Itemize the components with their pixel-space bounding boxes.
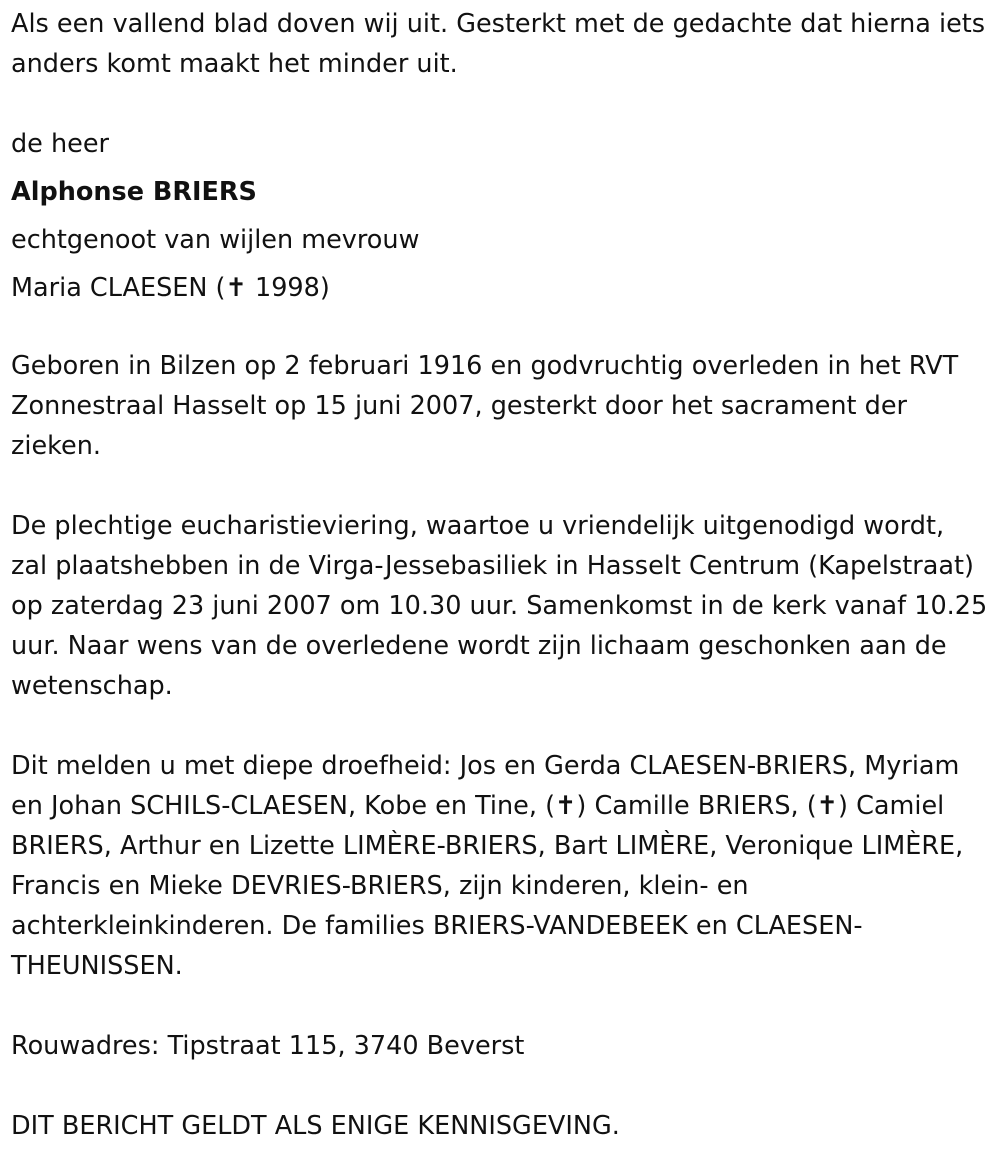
intro-text: Als een vallend blad doven wij uit. Gesterkt met de gedachte dat hierna iets anders komt maakt het minder uit. bbox=[11, 9, 986, 79]
ceremony-text: De plechtige eucharistieviering, waartoe u vriendelijk uitgenodigd wordt, zal plaatshebben in de Virga-Jessebasiliek in Hasselt Centrum (Kapelstraat) op zaterdag 23 juni 2007 om 10.30 uur. Samenkomst in de kerk vanaf 10.25 uur. Naar wens van de overledene wordt zijn lichaam geschonken aan de wetenschap. bbox=[11, 511, 988, 701]
notice-block bbox=[11, 1106, 988, 1146]
birth-death-block bbox=[11, 346, 988, 466]
spouse-text: Maria CLAESEN (✝ 1998) bbox=[11, 273, 330, 303]
deceased-block bbox=[11, 120, 988, 312]
intro-block bbox=[11, 4, 988, 84]
deceased-name: Alphonse BRIERS bbox=[11, 177, 257, 207]
relation-text: echtgenoot van wijlen mevrouw bbox=[11, 225, 420, 255]
salutation: de heer bbox=[11, 129, 110, 159]
address-text: Rouwadres: Tipstraat 115, 3740 Beverst bbox=[11, 1031, 525, 1061]
ceremony-block bbox=[11, 506, 988, 706]
notice-text: DIT BERICHT GELDT ALS ENIGE KENNISGEVING. bbox=[11, 1111, 620, 1141]
family-text: Dit melden u met diepe droefheid: Jos en Gerda CLAESEN-BRIERS, Myriam en Johan SCHILS-CLAESEN, Kobe en Tine, (✝) Camille BRIERS, (✝) Camiel BRIERS, Arthur en Lizette LIMÈRE-BRIERS, Bart LIMÈRE, Veronique LIMÈRE, Francis en Mieke DEVRIES-BRIERS, zijn kinderen, klein- en achterkleinkinderen. De families BRIERS-VANDEBEEK en CLAESEN-THEUNISSEN. bbox=[11, 751, 964, 981]
birth-death-text: Geboren in Bilzen op 2 februari 1916 en godvruchtig overleden in het RVT Zonnestraal Hasselt op 15 juni 2007, gesterkt door het sacrament der zieken. bbox=[11, 351, 959, 461]
address-block bbox=[11, 1026, 988, 1066]
family-block bbox=[11, 746, 988, 986]
